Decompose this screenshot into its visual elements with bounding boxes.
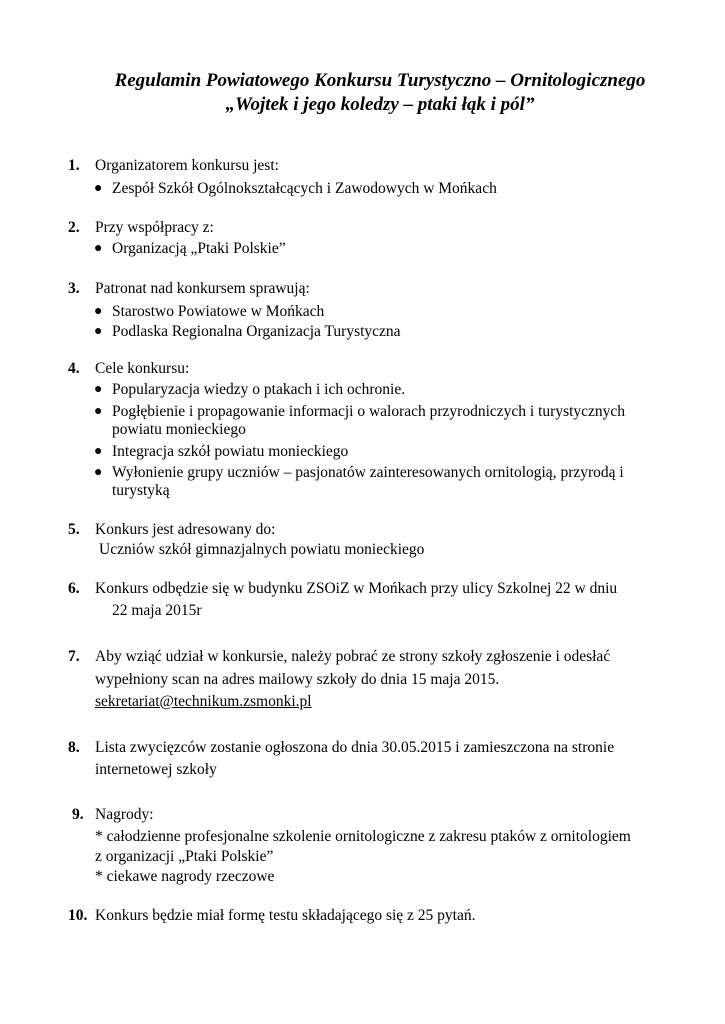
list-item: Pogłębienie i propagowanie informacji o walorach przyrodniczych i turystycznych xyxy=(112,403,626,420)
section-text-continuation: 22 maja 2015r xyxy=(112,602,202,619)
list-item-continuation: powiatu monieckiego xyxy=(112,421,246,438)
list-item: Zespół Szkół Ogólnokształcących i Zawodowych w Mońkach xyxy=(112,180,497,197)
list-item: Podlaska Regionalna Organizacja Turystyczna xyxy=(112,323,401,340)
title-line-1: Regulamin Powiatowego Konkursu Turystyczno – Ornitologicznego xyxy=(114,70,646,91)
section-text: * całodzienne profesjonalne szkolenie ornitologiczne z zakresu ptaków z ornitologiem xyxy=(95,828,631,845)
list-item-continuation: turystyką xyxy=(112,482,170,499)
section-number: 6. xyxy=(68,580,80,597)
bullet-dot-icon: ● xyxy=(94,304,103,319)
bullet-dot-icon: ● xyxy=(94,241,103,256)
section-number: 8. xyxy=(68,739,80,756)
section-lead: Patronat nad konkursem sprawują: xyxy=(95,280,310,297)
section-text: Konkurs odbędzie się w budynku ZSOiZ w Mońkach przy ulicy Szkolnej 22 w dniu xyxy=(95,580,618,597)
section-text-continuation: wypełniony scan na adres mailowy szkoły do dnia 15 maja 2015. xyxy=(95,671,500,688)
section-lead: Organizatorem konkursu jest: xyxy=(95,157,279,174)
bullet-dot-icon: ● xyxy=(94,465,103,480)
list-item: Popularyzacja wiedzy o ptakach i ich ochronie. xyxy=(112,381,406,398)
section-lead: Nagrody: xyxy=(95,806,154,823)
section-number: 9. xyxy=(72,806,84,823)
email-link[interactable]: sekretariat@technikum.zsmonki.pl xyxy=(95,693,312,710)
section-number: 1. xyxy=(68,157,80,174)
section-number: 4. xyxy=(68,360,80,377)
list-item: Wyłonienie grupy uczniów – pasjonatów zainteresowanych ornitologią, przyrodą i xyxy=(112,464,624,481)
section-number: 5. xyxy=(68,521,80,538)
bullet-dot-icon: ● xyxy=(94,404,103,419)
bullet-dot-icon: ● xyxy=(94,181,103,196)
section-text-continuation: internetowej szkoły xyxy=(95,761,217,778)
list-item: Organizacją „Ptaki Polskie” xyxy=(112,240,286,257)
section-number: 3. xyxy=(68,280,80,297)
bullet-dot-icon: ● xyxy=(94,444,103,459)
bullet-dot-icon: ● xyxy=(94,382,103,397)
title-line-2: „Wojtek i jego koledzy – ptaki łąk i pól” xyxy=(225,94,535,115)
list-item: Starostwo Powiatowe w Mońkach xyxy=(112,303,325,320)
section-text: Lista zwycięzców zostanie ogłoszona do dnia 30.05.2015 i zamieszczona na stronie xyxy=(95,739,615,756)
section-text: Konkurs będzie miał formę testu składającego się z 25 pytań. xyxy=(95,907,476,924)
list-item: Integracja szkół powiatu monieckiego xyxy=(112,443,349,460)
section-text: Aby wziąć udział w konkursie, należy pobrać ze strony szkoły zgłoszenie i odesłać xyxy=(95,648,611,665)
section-lead: Konkurs jest adresowany do: xyxy=(95,521,276,538)
bullet-dot-icon: ● xyxy=(94,324,103,339)
section-number: 10. xyxy=(68,907,88,924)
section-number: 7. xyxy=(68,648,80,665)
section-lead: Cele konkursu: xyxy=(95,360,190,377)
section-text: Uczniów szkół gimnazjalnych powiatu monieckiego xyxy=(99,541,425,558)
section-text: z organizacji „Ptaki Polskie” xyxy=(95,848,274,865)
section-text: * ciekawe nagrody rzeczowe xyxy=(95,868,275,885)
section-number: 2. xyxy=(68,219,80,236)
section-lead: Przy współpracy z: xyxy=(95,219,214,236)
